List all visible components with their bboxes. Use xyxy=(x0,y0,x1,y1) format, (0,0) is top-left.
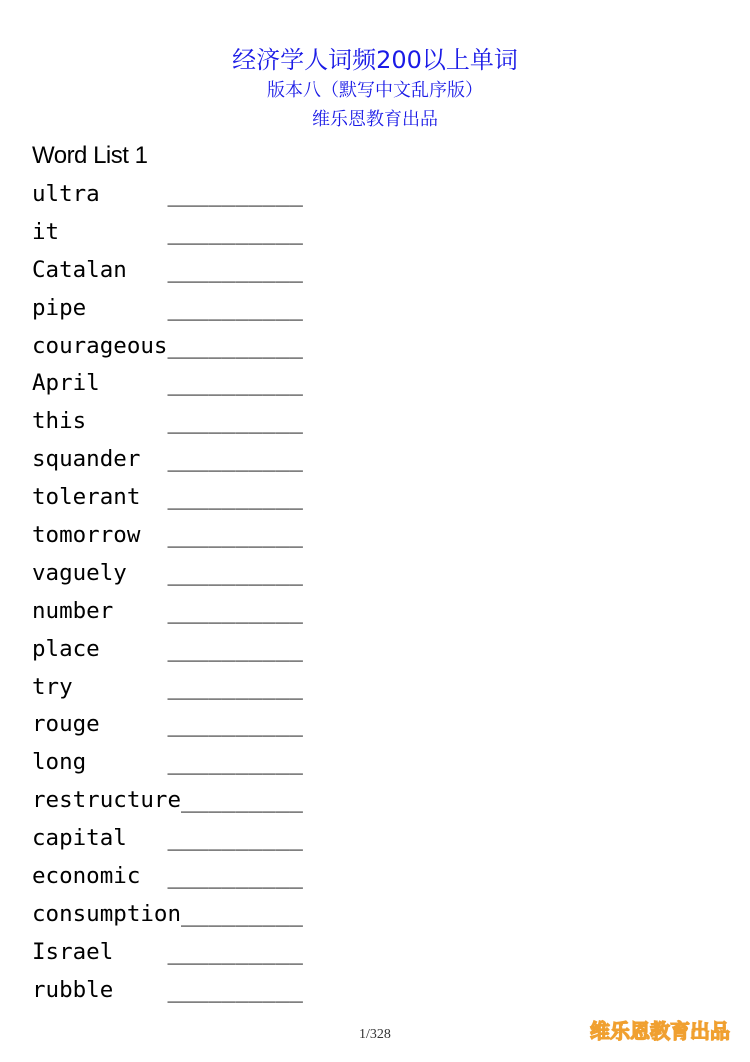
word-row: vaguely __________ xyxy=(32,559,303,586)
page-number: 1/328 xyxy=(359,1027,391,1042)
word-list-heading: Word List 1 xyxy=(32,142,148,169)
watermark-logo: 维乐恩教育出品 xyxy=(590,1019,730,1043)
word-row: courageous__________ xyxy=(32,332,303,359)
publisher-line: 维乐恩教育出品 xyxy=(312,109,438,130)
word-row: place __________ xyxy=(32,635,303,662)
page-subtitle: 版本八（默写中文乱序版） xyxy=(267,80,483,101)
word-row: Israel __________ xyxy=(32,938,303,965)
word-row: long __________ xyxy=(32,749,303,776)
word-row: economic __________ xyxy=(32,863,303,890)
word-row: tomorrow __________ xyxy=(32,522,303,549)
word-row: restructure_________ xyxy=(32,787,303,814)
word-row: rubble __________ xyxy=(32,976,303,1003)
word-row: April __________ xyxy=(32,370,303,397)
word-row: number __________ xyxy=(32,597,303,624)
word-row: try __________ xyxy=(32,673,303,700)
word-list xyxy=(32,178,303,1012)
word-row: it __________ xyxy=(32,218,303,245)
page-title: 经济学人词频200以上单词 xyxy=(232,46,518,74)
word-row: rouge __________ xyxy=(32,711,303,738)
word-row: ultra __________ xyxy=(32,181,303,207)
word-row: capital __________ xyxy=(32,825,303,852)
word-row: Catalan __________ xyxy=(32,256,303,283)
word-row: squander __________ xyxy=(32,446,303,473)
word-row: pipe __________ xyxy=(32,294,303,321)
word-row: this __________ xyxy=(32,408,303,435)
word-row: consumption_________ xyxy=(32,900,303,927)
word-row: tolerant __________ xyxy=(32,484,303,511)
